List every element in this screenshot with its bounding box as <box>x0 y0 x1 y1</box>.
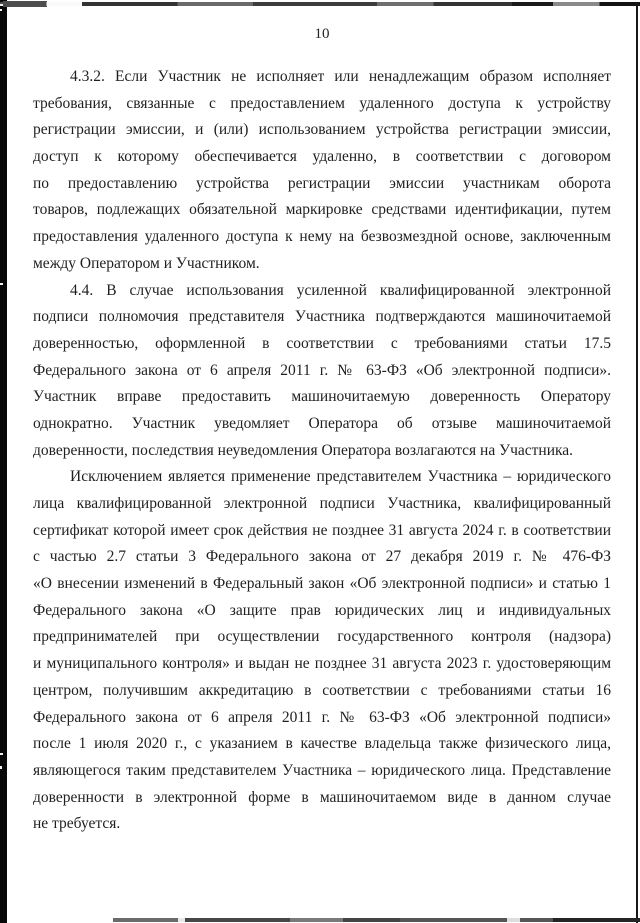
text-line: являющегося таким представителем Участника – юридического лица. Представление <box>33 761 611 779</box>
text-line: по предоставлению устройства регистрации эмиссии участникам оборота <box>33 174 611 192</box>
text-line: доверенности в электронной форме в машиночитаемом виде в данном случае <box>33 788 611 806</box>
text-line: товаров, подлежащих обязательной маркировке средствами идентификации, путем <box>33 201 611 219</box>
scan-noise-speck <box>0 9 2 11</box>
text-line: лица квалифицированной электронной подписи Участника, квалифицированный <box>33 495 611 512</box>
text-line: Федерального закона от 6 апреля 2011 г. № 63-ФЗ «Об электронной подписи» <box>33 708 611 726</box>
scan-noise-speck <box>0 753 3 755</box>
text-line: предпринимателей при осуществлении государственного контроля (надзора) <box>33 628 611 646</box>
text-line: с частью 2.7 статьи 3 Федерального закона от 27 декабря 2019 г. № 476-ФЗ <box>33 548 611 566</box>
text-line: доступ к которому обеспечивается удаленно, в соответствии с договором <box>33 148 611 166</box>
text-line: Участник вправе предоставить машиночитаемую доверенность Оператору <box>33 388 611 406</box>
text-line: «О внесении изменений в Федеральный закон «Об электронной подписи» и статью 1 <box>33 575 611 593</box>
text-line: Исключением является применение представителем Участника – юридического <box>70 468 611 486</box>
scan-edge-left <box>0 0 7 923</box>
text-line: после 1 июля 2020 г., с указанием в качестве владельца также физического лица, <box>33 735 611 753</box>
text-line: требования, связанные с предоставлением удаленного доступа к устройству <box>33 94 611 112</box>
text-line: Федерального закона от 6 апреля 2011 г. № 63-ФЗ «Об электронной подписи». <box>33 361 611 379</box>
text-line: Федерального закона «О защите прав юридических лиц и индивидуальных <box>33 601 611 619</box>
scan-edge-right <box>636 2 638 923</box>
scan-noise-speck <box>0 283 3 285</box>
scan-edge-bottom <box>113 918 640 922</box>
text-line: 4.3.2. Если Участник не исполняет или ненадлежащим образом исполняет <box>70 68 611 85</box>
text-line: между Оператором и Участником. <box>33 254 260 272</box>
text-line: 4.4. В случае использования усиленной квалифицированной электронной <box>70 281 611 299</box>
text-line: сертификат которой имеет срок действия не позднее 31 августа 2024 г. в соответствии <box>33 521 611 539</box>
text-line: не требуется. <box>33 815 121 833</box>
text-line: регистрации эмиссии, и (или) использованием устройства регистрации эмиссии, <box>33 121 611 139</box>
scan-edge-top <box>0 2 640 6</box>
document-body <box>33 64 611 838</box>
text-line: доверенности, последствия неуведомления Оператора возлагаются на Участника. <box>33 441 574 459</box>
text-line: доверенностью, оформленной в соответствии с требованиями статьи 17.5 <box>33 334 611 352</box>
text-line: однократно. Участник уведомляет Оператора об отзыве машиночитаемой <box>33 414 611 432</box>
scan-noise-speck <box>0 766 2 769</box>
text-line: и муниципального контроля» и выдан не позднее 31 августа 2023 г. удостоверяющим <box>33 655 611 673</box>
text-line: центром, получившим аккредитацию в соответствии с требованиями статьи 16 <box>33 681 611 699</box>
page-number: 10 <box>314 26 330 42</box>
text-line: подписи полномочия представителя Участника подтверждаются машиночитаемой <box>33 308 611 326</box>
text-line: предоставления удаленного доступа к нему на безвозмездной основе, заключенным <box>33 228 611 246</box>
scan-noise-speck <box>0 4 3 6</box>
